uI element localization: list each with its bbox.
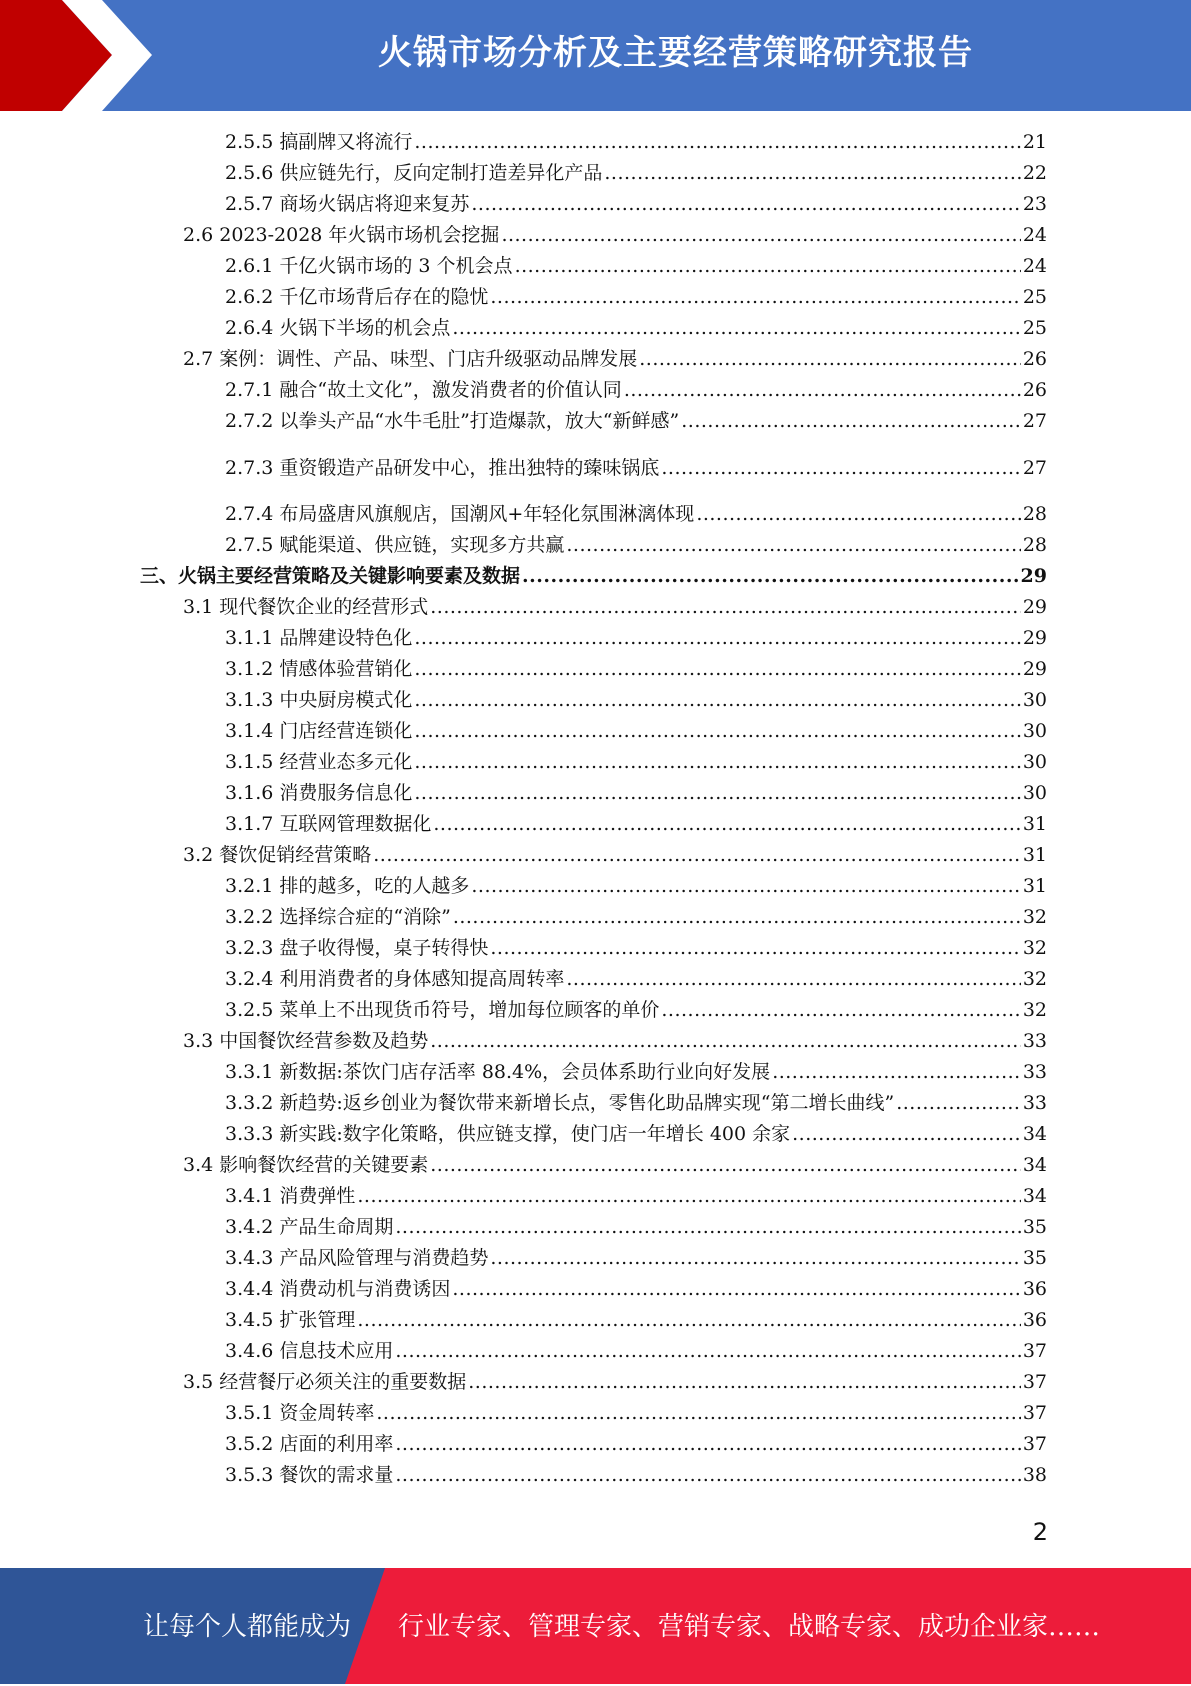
toc-dot-leader xyxy=(772,1057,1021,1087)
toc-entry-label: 三、火锅主要经营策略及关键影响要素及数据 xyxy=(140,565,521,587)
toc-entry-page: 38 xyxy=(1022,1464,1047,1486)
toc-entry-label: 3.3.2 新趋势:返乡创业为餐饮带来新增长点，零售化助品牌实现“第二增长曲线” xyxy=(225,1092,895,1114)
footer-banner xyxy=(0,1568,1191,1684)
toc-dot-leader xyxy=(515,251,1021,281)
toc-entry-page: 27 xyxy=(1022,410,1047,432)
toc-dot-leader xyxy=(395,1429,1020,1459)
toc-entry-page: 33 xyxy=(1022,1092,1047,1114)
toc-entry-label: 3.1.1 品牌建设特色化 xyxy=(225,627,413,649)
toc-entry[interactable] xyxy=(225,654,1047,684)
toc-dot-leader xyxy=(395,1336,1020,1366)
toc-entry[interactable] xyxy=(225,530,1047,560)
toc-entry[interactable] xyxy=(225,995,1047,1025)
toc-entry-page: 32 xyxy=(1022,999,1047,1021)
toc-entry[interactable] xyxy=(225,964,1047,994)
toc-entry-page: 34 xyxy=(1022,1123,1047,1145)
toc-entry-page: 31 xyxy=(1022,813,1047,835)
toc-entry-label: 3.5.2 店面的利用率 xyxy=(225,1433,394,1455)
toc-entry-page: 31 xyxy=(1022,844,1047,866)
toc-dot-leader xyxy=(430,1026,1021,1056)
toc-entry-page: 27 xyxy=(1022,457,1047,479)
toc-entry-label: 3.1.3 中央厨房模式化 xyxy=(225,689,413,711)
toc-entry-label: 3.5.3 餐饮的需求量 xyxy=(225,1464,394,1486)
toc-entry-label: 3.1.4 门店经营连锁化 xyxy=(225,720,413,742)
toc-entry-page: 29 xyxy=(1020,565,1047,587)
toc-entry-page: 35 xyxy=(1022,1216,1047,1238)
toc-dot-leader xyxy=(373,840,1021,870)
toc-dot-leader xyxy=(414,778,1020,808)
toc-dot-leader xyxy=(395,1212,1020,1242)
toc-entry[interactable] xyxy=(225,623,1047,653)
toc-entry-label: 3.4.1 消费弹性 xyxy=(225,1185,356,1207)
toc-entry[interactable] xyxy=(183,592,1047,622)
toc-entry[interactable] xyxy=(225,747,1047,777)
header-arrow-graphic xyxy=(0,0,160,111)
toc-dot-leader xyxy=(490,1243,1020,1273)
toc-entry-page: 29 xyxy=(1022,658,1047,680)
toc-dot-leader xyxy=(357,1181,1020,1211)
toc-entry-label: 2.7.4 布局盛唐风旗舰店，国潮风+年轻化氛围淋漓体现 xyxy=(225,503,695,525)
toc-entry-page: 32 xyxy=(1022,968,1047,990)
toc-entry[interactable] xyxy=(225,1429,1047,1459)
toc-entry-page: 25 xyxy=(1022,317,1047,339)
toc-entry[interactable] xyxy=(225,499,1047,529)
toc-entry[interactable] xyxy=(225,1274,1047,1304)
toc-entry[interactable] xyxy=(225,406,1047,436)
toc-entry-page: 21 xyxy=(1022,131,1047,153)
page-number: 2 xyxy=(1032,1518,1048,1546)
toc-entry[interactable] xyxy=(183,344,1047,374)
toc-entry[interactable] xyxy=(225,1398,1047,1428)
toc-entry-label: 3.2 餐饮促销经营策略 xyxy=(183,844,372,866)
toc-entry-page: 34 xyxy=(1022,1154,1047,1176)
toc-entry-label: 3.2.4 利用消费者的身体感知提高周转率 xyxy=(225,968,565,990)
toc-entry[interactable] xyxy=(183,1150,1047,1180)
toc-entry-label: 2.7.3 重资锻造产品研发中心，推出独特的臻味锅底 xyxy=(225,457,660,479)
toc-entry-label: 3.1 现代餐饮企业的经营形式 xyxy=(183,596,429,618)
toc-entry-page: 29 xyxy=(1022,627,1047,649)
report-title: 火锅市场分析及主要经营策略研究报告 xyxy=(378,33,973,73)
toc-entry-page: 32 xyxy=(1022,937,1047,959)
toc-entry-label: 3.4 影响餐饮经营的关键要素 xyxy=(183,1154,429,1176)
toc-dot-leader xyxy=(566,530,1020,560)
toc-entry-page: 36 xyxy=(1022,1309,1047,1331)
toc-entry[interactable] xyxy=(225,1088,1047,1118)
toc-entry-label: 2.7.5 赋能渠道、供应链，实现多方共赢 xyxy=(225,534,565,556)
toc-entry[interactable] xyxy=(225,1305,1047,1335)
toc-entry[interactable] xyxy=(140,561,1047,591)
toc-entry-label: 3.1.6 消费服务信息化 xyxy=(225,782,413,804)
footer-slogan-left: 让每个人都能成为 xyxy=(143,1612,352,1642)
toc-dot-leader xyxy=(395,1460,1020,1490)
toc-entry[interactable] xyxy=(225,933,1047,963)
toc-entry-page: 32 xyxy=(1022,906,1047,928)
toc-entry-label: 3.2.2 选择综合症的“消除” xyxy=(225,906,451,928)
toc-entry-label: 2.5.5 搞副牌又将流行 xyxy=(225,131,413,153)
toc-dot-leader xyxy=(661,995,1020,1025)
toc-dot-leader xyxy=(452,313,1020,343)
toc-entry[interactable] xyxy=(225,375,1047,405)
toc-entry[interactable] xyxy=(225,1460,1047,1490)
toc-entry-label: 2.7 案例：调性、产品、味型、门店升级驱动品牌发展 xyxy=(183,348,638,370)
toc-dot-leader xyxy=(471,189,1020,219)
toc-entry-label: 3.3 中国餐饮经营参数及趋势 xyxy=(183,1030,429,1052)
toc-dot-leader xyxy=(433,809,1020,839)
toc-entry[interactable] xyxy=(225,1119,1047,1149)
toc-dot-leader xyxy=(414,127,1020,157)
toc-dot-leader xyxy=(357,1305,1020,1335)
toc-entry-page: 24 xyxy=(1022,224,1047,246)
toc-entry-label: 3.4.6 信息技术应用 xyxy=(225,1340,394,1362)
toc-entry-label: 2.5.7 商场火锅店将迎来复苏 xyxy=(225,193,470,215)
toc-entry-page: 26 xyxy=(1022,348,1047,370)
toc-entry-page: 35 xyxy=(1022,1247,1047,1269)
toc-entry-label: 2.6.1 千亿火锅市场的 3 个机会点 xyxy=(225,255,513,277)
toc-dot-leader xyxy=(639,344,1021,374)
toc-dot-leader xyxy=(661,453,1020,483)
toc-entry-page: 31 xyxy=(1022,875,1047,897)
toc-entry-page: 33 xyxy=(1022,1030,1047,1052)
toc-entry-page: 30 xyxy=(1022,720,1047,742)
footer-slogan-right: 行业专家、管理专家、营销专家、战略专家、成功企业家…… xyxy=(398,1612,1101,1642)
toc-dot-leader xyxy=(522,561,1019,591)
toc-entry[interactable] xyxy=(225,189,1047,219)
toc-entry-page: 37 xyxy=(1022,1433,1047,1455)
toc-entry[interactable] xyxy=(225,313,1047,343)
toc-entry-label: 2.6.2 千亿市场背后存在的隐忧 xyxy=(225,286,489,308)
toc-entry[interactable] xyxy=(225,778,1047,808)
toc-entry-label: 3.1.2 情感体验营销化 xyxy=(225,658,413,680)
toc-entry-label: 3.2.3 盘子收得慢，桌子转得快 xyxy=(225,937,489,959)
toc-dot-leader xyxy=(490,282,1020,312)
toc-dot-leader xyxy=(604,158,1020,188)
toc-entry-page: 23 xyxy=(1022,193,1047,215)
toc-entry-page: 30 xyxy=(1022,782,1047,804)
toc-dot-leader xyxy=(566,964,1020,994)
toc-entry-page: 26 xyxy=(1022,379,1047,401)
toc-dot-leader xyxy=(696,499,1021,529)
toc-entry[interactable] xyxy=(183,1367,1047,1397)
toc-entry[interactable] xyxy=(183,1026,1047,1056)
toc-entry[interactable] xyxy=(225,1243,1047,1273)
toc-entry[interactable] xyxy=(225,282,1047,312)
toc-dot-leader xyxy=(376,1398,1020,1428)
toc-entry-label: 3.2.1 排的越多，吃的人越多 xyxy=(225,875,470,897)
toc-entry[interactable] xyxy=(183,840,1047,870)
toc-entry-page: 29 xyxy=(1022,596,1047,618)
toc-entry-page: 37 xyxy=(1022,1340,1047,1362)
toc-dot-leader xyxy=(471,871,1020,901)
toc-entry-label: 2.6 2023-2028 年火锅市场机会挖掘 xyxy=(183,224,500,246)
header-banner xyxy=(0,0,1191,111)
toc-entry[interactable] xyxy=(225,1212,1047,1242)
toc-entry[interactable] xyxy=(225,809,1047,839)
toc-dot-leader xyxy=(430,592,1021,622)
toc-entry-label: 2.7.2 以拳头产品“水牛毛肚”打造爆款，放大“新鲜感” xyxy=(225,410,680,432)
toc-entry[interactable] xyxy=(225,158,1047,188)
toc-entry-page: 22 xyxy=(1022,162,1047,184)
toc-entry-page: 33 xyxy=(1022,1061,1047,1083)
toc-entry[interactable] xyxy=(225,453,1047,483)
toc-entry-label: 3.4.4 消费动机与消费诱因 xyxy=(225,1278,451,1300)
toc-entry-page: 30 xyxy=(1022,751,1047,773)
toc-entry[interactable] xyxy=(225,685,1047,715)
toc-entry-page: 28 xyxy=(1022,534,1047,556)
toc-entry-label: 3.4.3 产品风险管理与消费趋势 xyxy=(225,1247,489,1269)
toc-dot-leader xyxy=(624,375,1021,405)
toc-entry-page: 36 xyxy=(1022,1278,1047,1300)
toc-entry-label: 2.6.4 火锅下半场的机会点 xyxy=(225,317,451,339)
toc-entry[interactable] xyxy=(225,902,1047,932)
toc-entry-label: 3.1.7 互联网管理数据化 xyxy=(225,813,432,835)
toc-dot-leader xyxy=(414,747,1020,777)
toc-entry-label: 3.3.3 新实践:数字化策略，供应链支撑，使门店一年增长 400 余家 xyxy=(225,1123,791,1145)
toc-entry-page: 37 xyxy=(1022,1371,1047,1393)
toc-entry-label: 3.1.5 经营业态多元化 xyxy=(225,751,413,773)
toc-dot-leader xyxy=(430,1150,1021,1180)
toc-entry-label: 3.4.2 产品生命周期 xyxy=(225,1216,394,1238)
toc-dot-leader xyxy=(501,220,1020,250)
toc-entry[interactable] xyxy=(225,716,1047,746)
toc-entry-page: 30 xyxy=(1022,689,1047,711)
toc-entry-page: 34 xyxy=(1022,1185,1047,1207)
toc-entry-label: 3.3.1 新数据:茶饮门店存活率 88.4%，会员体系助行业向好发展 xyxy=(225,1061,771,1083)
toc-entry-label: 3.5 经营餐厅必须关注的重要数据 xyxy=(183,1371,467,1393)
toc-dot-leader xyxy=(792,1119,1021,1149)
toc-entry[interactable] xyxy=(225,1057,1047,1087)
toc-dot-leader xyxy=(896,1088,1021,1118)
toc-entry-label: 2.5.6 供应链先行，反向定制打造差异化产品 xyxy=(225,162,603,184)
toc-entry-label: 3.2.5 菜单上不出现货币符号，增加每位顾客的单价 xyxy=(225,999,660,1021)
toc-dot-leader xyxy=(414,685,1020,715)
toc-entry[interactable] xyxy=(225,1181,1047,1211)
toc-entry-label: 3.5.1 资金周转率 xyxy=(225,1402,375,1424)
toc-dot-leader xyxy=(490,933,1020,963)
toc-entry-label: 2.7.1 融合“故土文化”，激发消费者的价值认同 xyxy=(225,379,622,401)
toc-dot-leader xyxy=(452,1274,1020,1304)
toc-entry[interactable] xyxy=(225,871,1047,901)
toc-entry[interactable] xyxy=(225,1336,1047,1366)
toc-dot-leader xyxy=(468,1367,1021,1397)
toc-entry-label: 3.4.5 扩张管理 xyxy=(225,1309,356,1331)
toc-dot-leader xyxy=(681,406,1021,436)
toc-entry-page: 28 xyxy=(1022,503,1047,525)
toc-entry-page: 37 xyxy=(1022,1402,1047,1424)
toc-dot-leader xyxy=(414,716,1020,746)
toc-entry-page: 24 xyxy=(1022,255,1047,277)
toc-dot-leader xyxy=(414,654,1020,684)
toc-entry[interactable] xyxy=(225,127,1047,157)
toc-dot-leader xyxy=(414,623,1020,653)
toc-entry[interactable] xyxy=(183,220,1047,250)
toc-entry-page: 25 xyxy=(1022,286,1047,308)
toc-dot-leader xyxy=(453,902,1021,932)
toc-entry[interactable] xyxy=(225,251,1047,281)
